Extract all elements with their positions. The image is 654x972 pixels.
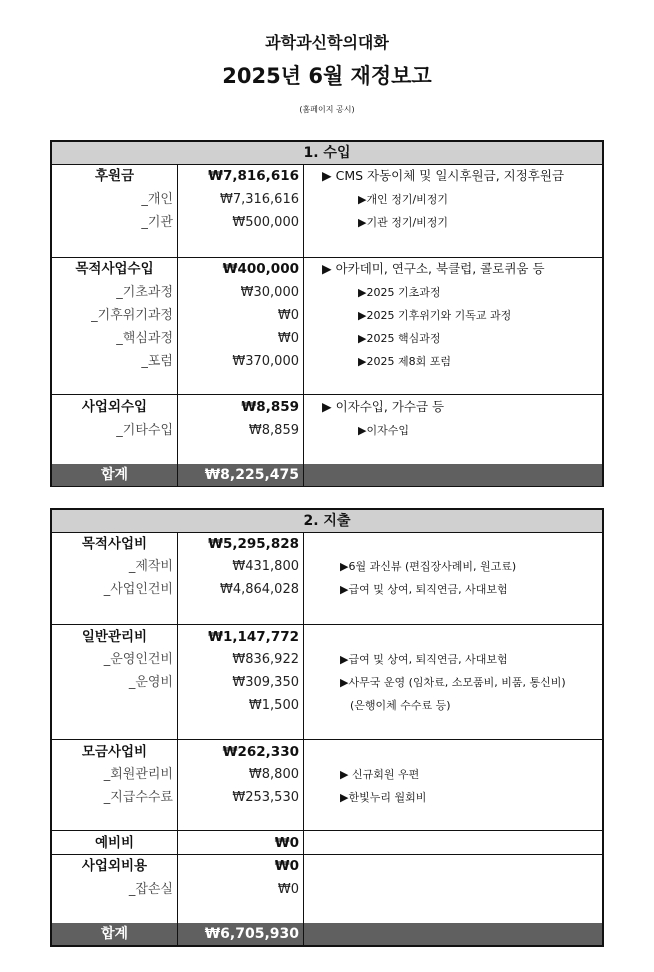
expense-table [52,533,602,946]
item-label: _포럼 [141,354,173,369]
item-value: ₩7,316,616 [219,192,299,207]
expense-item-row [52,579,602,601]
expense-group-row [52,626,602,648]
group-value: ₩400,000 [222,261,299,277]
item-description: ▶2025 핵심과정 [358,332,441,345]
item-description: ▶개인 정기/비정기 [358,193,449,206]
item-description: ▶2025 기초과정 [358,286,441,299]
income-item-row [52,328,602,350]
expense-section [50,508,604,947]
item-value: ₩30,000 [240,285,299,300]
income-section [50,140,604,487]
income-table [52,165,602,486]
income-item-row [52,189,602,211]
expense-item-row [52,787,602,809]
total-value: ₩8,225,475 [204,467,299,483]
item-label: _제작비 [128,559,173,574]
group-label: 모금사업비 [81,744,148,760]
expense-item-row [52,556,602,578]
item-value: ₩836,922 [232,652,299,667]
group-description: ▶ 아카데미, 연구소, 북클럽, 콜로퀴움 등 [322,261,545,276]
expense-item-row [52,695,602,717]
item-label: _기후위기과정 [91,308,173,323]
item-label: _핵심과정 [116,331,173,346]
item-label: _기초과정 [116,285,173,300]
expense-group-row [52,741,602,763]
total-label: 합계 [100,926,129,942]
income-item-row [52,420,602,442]
group-value: ₩262,330 [222,744,299,760]
item-description: ▶이자수입 [358,424,409,437]
item-label: _사업인건비 [103,582,173,597]
row-divider [52,739,602,740]
row-divider [52,830,602,831]
item-label: _잡손실 [128,882,173,897]
report-title: 2025년 6월 재정보고 [222,64,432,88]
group-value: ₩5,295,828 [208,536,299,552]
item-label: _지급수수료 [103,790,173,805]
group-label: 목적사업비 [81,536,148,552]
income-heading: 1. 수입 [52,142,602,165]
expense-item-row [52,764,602,786]
income-group-row [52,258,602,280]
item-value: ₩4,864,028 [219,582,299,597]
group-value: ₩0 [274,858,299,874]
item-value: ₩309,350 [232,675,299,690]
income-total-row [52,464,602,486]
item-label: _운영인건비 [103,652,173,667]
item-label: _기관 [141,215,173,230]
item-value: ₩500,000 [232,215,299,230]
expense-item-row [52,649,602,671]
income-group-row [52,396,602,418]
item-value: ₩0 [277,331,299,346]
expense-group-row [52,855,602,877]
row-divider [52,394,602,395]
item-value: ₩8,859 [248,423,299,438]
group-description: ▶ CMS 자동이체 및 일시후원금, 지정후원금 [322,168,565,183]
income-item-row [52,282,602,304]
group-label: 사업외수입 [81,399,148,415]
expense-group-row [52,533,602,555]
item-description: ▶사무국 운영 (임차료, 소모품비, 비품, 통신비) [340,676,566,689]
group-label: 사업외비용 [81,858,148,874]
item-label: _회원관리비 [103,767,173,782]
item-description: ▶6월 과신뷰 (편집장사례비, 원고료) [340,560,517,573]
item-value: ₩0 [277,882,299,897]
item-value: ₩0 [277,308,299,323]
group-value: ₩8,859 [241,399,299,415]
item-label: _개인 [141,192,173,207]
group-value: ₩7,816,616 [208,168,299,184]
item-description: ▶급여 및 상여, 퇴직연금, 사대보험 [340,583,508,596]
group-value: ₩0 [274,835,299,851]
total-value: ₩6,705,930 [204,926,299,942]
expense-heading: 2. 지출 [52,510,602,533]
income-group-row [52,165,602,187]
group-description: ▶ 이자수입, 가수금 등 [322,399,445,414]
expense-item-row [52,879,602,901]
item-label: _운영비 [128,675,173,690]
income-item-row [52,212,602,234]
item-value: ₩1,500 [248,698,299,713]
group-label: 후원금 [94,168,135,184]
item-description: (은행이체 수수료 등) [350,699,451,712]
publication-note: (홈페이지 공시) [299,105,355,114]
item-description: ▶2025 제8회 포럼 [358,355,451,368]
item-value: ₩8,800 [248,767,299,782]
organization-name: 과학과신학의대화 [265,33,389,52]
item-label: _기타수입 [116,423,173,438]
total-label: 합계 [100,467,129,483]
group-label: 일반관리비 [81,629,148,645]
group-label: 예비비 [94,835,135,851]
income-item-row [52,305,602,327]
item-description: ▶한빛누리 월회비 [340,791,427,804]
item-value: ₩370,000 [232,354,299,369]
expense-group-row [52,832,602,854]
item-description: ▶ 신규회원 우편 [340,768,420,781]
group-value: ₩1,147,772 [208,629,299,645]
item-description: ▶2025 기후위기와 기독교 과정 [358,309,512,322]
item-value: ₩253,530 [232,790,299,805]
expense-item-row [52,672,602,694]
item-description: ▶기관 정기/비정기 [358,216,449,229]
item-description: ▶급여 및 상여, 퇴직연금, 사대보험 [340,653,508,666]
item-value: ₩431,800 [232,559,299,574]
expense-total-row [52,923,602,945]
group-label: 목적사업수입 [75,261,154,277]
income-item-row [52,351,602,373]
row-divider [52,624,602,625]
